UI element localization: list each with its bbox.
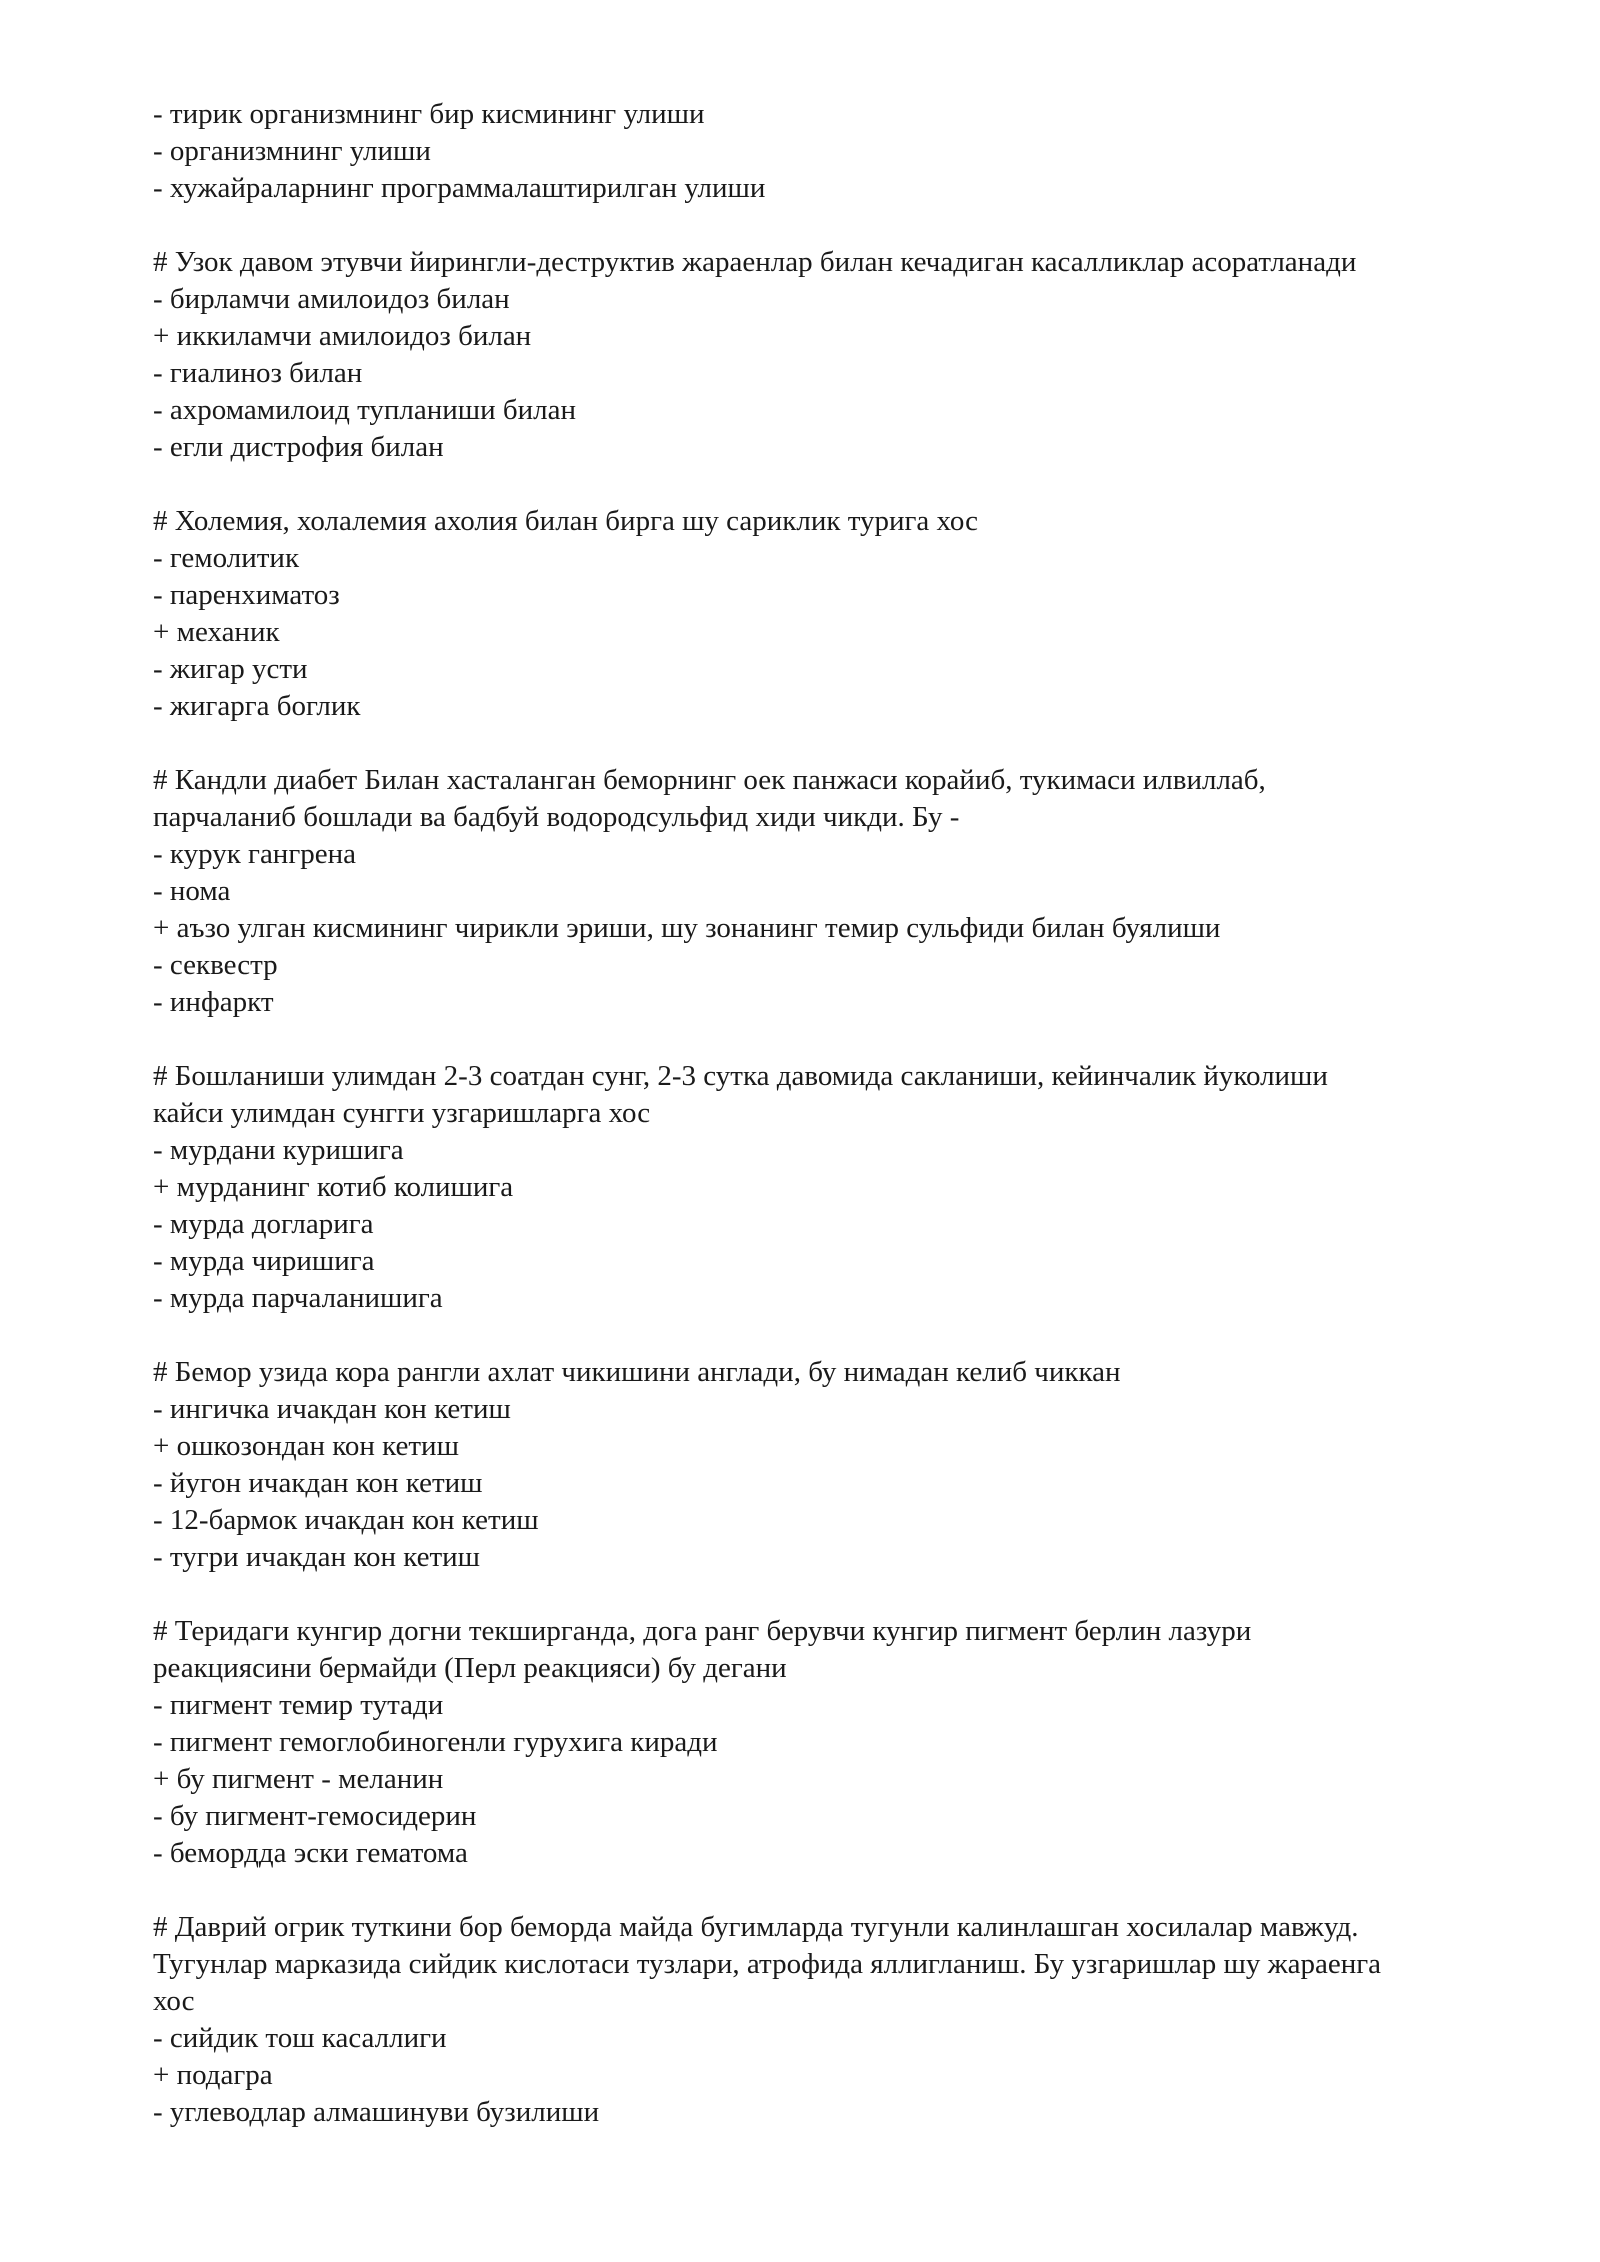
question-text: # Холемия, холалемия ахолия билан бирга шу сариклик турига хос — [153, 505, 979, 537]
question-block — [153, 1909, 1553, 2131]
question-text: кайси улимдан сунгги узгаришларга хос — [153, 1097, 651, 1129]
question-text: # Узок давом этувчи йирингли-деструктив жараенлар билан кечадиган касалликлар асоратланади — [153, 246, 1357, 278]
answer-option-correct: + ошкозондан кон кетиш — [153, 1430, 459, 1462]
question-text: хос — [153, 1985, 195, 2017]
question-text: # Бошланиши улимдан 2-3 соатдан сунг, 2-3 сутка давомида сакланиши, кейинчалик йуколиши — [153, 1060, 1328, 1092]
answer-option: - гиалиноз билан — [153, 357, 363, 389]
question-text: парчаланиб бошлади ва бадбуй водородсульфид хиди чикди. Бу - — [153, 801, 960, 833]
question-text: # Кандли диабет Билан хасталанган беморнинг оек панжаси корайиб, тукимаси илвиллаб, — [153, 764, 1266, 796]
answer-option: - сийдик тош касаллиги — [153, 2022, 447, 2054]
answer-option: - пигмент гемоглобиногенли гурухига киради — [153, 1726, 718, 1758]
answer-option: - мурда догларига — [153, 1208, 374, 1240]
answer-option: - бемордда эски гематома — [153, 1837, 468, 1869]
answer-option: - 12-бармок ичакдан кон кетиш — [153, 1504, 539, 1536]
answer-option: - организмнинг улиши — [153, 135, 431, 167]
answer-option: - мурда парчаланишига — [153, 1282, 443, 1314]
question-block — [153, 762, 1553, 1021]
answer-option: - гемолитик — [153, 542, 300, 574]
block-spacer — [153, 725, 1553, 762]
answer-option: - паренхиматоз — [153, 579, 340, 611]
answer-option: - бирламчи амилоидоз билан — [153, 283, 510, 315]
answer-option: - пигмент темир тутади — [153, 1689, 444, 1721]
question-block — [153, 503, 1553, 725]
answer-option-correct: + бу пигмент - меланин — [153, 1763, 444, 1795]
answer-option: - мурда чиришига — [153, 1245, 375, 1277]
question-text: реакциясини бермайди (Перл реакцияси) бу дегани — [153, 1652, 787, 1684]
block-spacer — [153, 1317, 1553, 1354]
question-text: Тугунлар марказида сийдик кислотаси тузлари, атрофида яллигланиш. Бу узгаришлар шу жараенга — [153, 1948, 1382, 1980]
document-page — [153, 96, 1553, 2131]
block-spacer — [153, 1021, 1553, 1058]
answer-option-correct: + иккиламчи амилоидоз билан — [153, 320, 532, 352]
answer-option: - жигарга боглик — [153, 690, 361, 722]
answer-option: - ингичка ичакдан кон кетиш — [153, 1393, 511, 1425]
answer-option-correct: + подагра — [153, 2059, 273, 2091]
question-block — [153, 1613, 1553, 1872]
answer-option-correct: + механик — [153, 616, 280, 648]
answer-option: - углеводлар алмашинуви бузилиши — [153, 2096, 600, 2128]
question-block — [153, 96, 1553, 207]
answer-option: - тирик организмнинг бир кисмининг улиши — [153, 98, 705, 130]
block-spacer — [153, 207, 1553, 244]
answer-option: - хужайраларнинг программалаштирилган улиши — [153, 172, 766, 204]
answer-option: - курук гангрена — [153, 838, 356, 870]
question-text: # Теридаги кунгир догни текширганда, дога ранг берувчи кунгир пигмент берлин лазури — [153, 1615, 1252, 1647]
answer-option: - ахромамилоид тупланиши билан — [153, 394, 577, 426]
block-spacer — [153, 466, 1553, 503]
question-block — [153, 1058, 1553, 1317]
question-block — [153, 1354, 1553, 1576]
question-text: # Бемор узида кора рангли ахлат чикишини англади, бу нимадан келиб чиккан — [153, 1356, 1121, 1388]
block-spacer — [153, 1576, 1553, 1613]
answer-option: - тугри ичакдан кон кетиш — [153, 1541, 480, 1573]
answer-option: - инфаркт — [153, 986, 274, 1018]
answer-option: - мурдани куришига — [153, 1134, 404, 1166]
answer-option: - бу пигмент-гемосидерин — [153, 1800, 477, 1832]
answer-option: - жигар усти — [153, 653, 308, 685]
answer-option: - егли дистрофия билан — [153, 431, 444, 463]
answer-option-correct: + мурданинг котиб колишига — [153, 1171, 514, 1203]
answer-option: - нома — [153, 875, 231, 907]
block-spacer — [153, 1872, 1553, 1909]
question-block — [153, 244, 1553, 466]
question-text: # Даврий огрик туткини бор беморда майда бугимларда тугунли калинлашган хосилалар мавжуд. — [153, 1911, 1359, 1943]
answer-option: - секвестр — [153, 949, 278, 981]
answer-option-correct: + аъзо улган кисмининг чирикли эриши, шу зонанинг темир сульфиди билан буялиши — [153, 912, 1221, 944]
answer-option: - йугон ичакдан кон кетиш — [153, 1467, 483, 1499]
